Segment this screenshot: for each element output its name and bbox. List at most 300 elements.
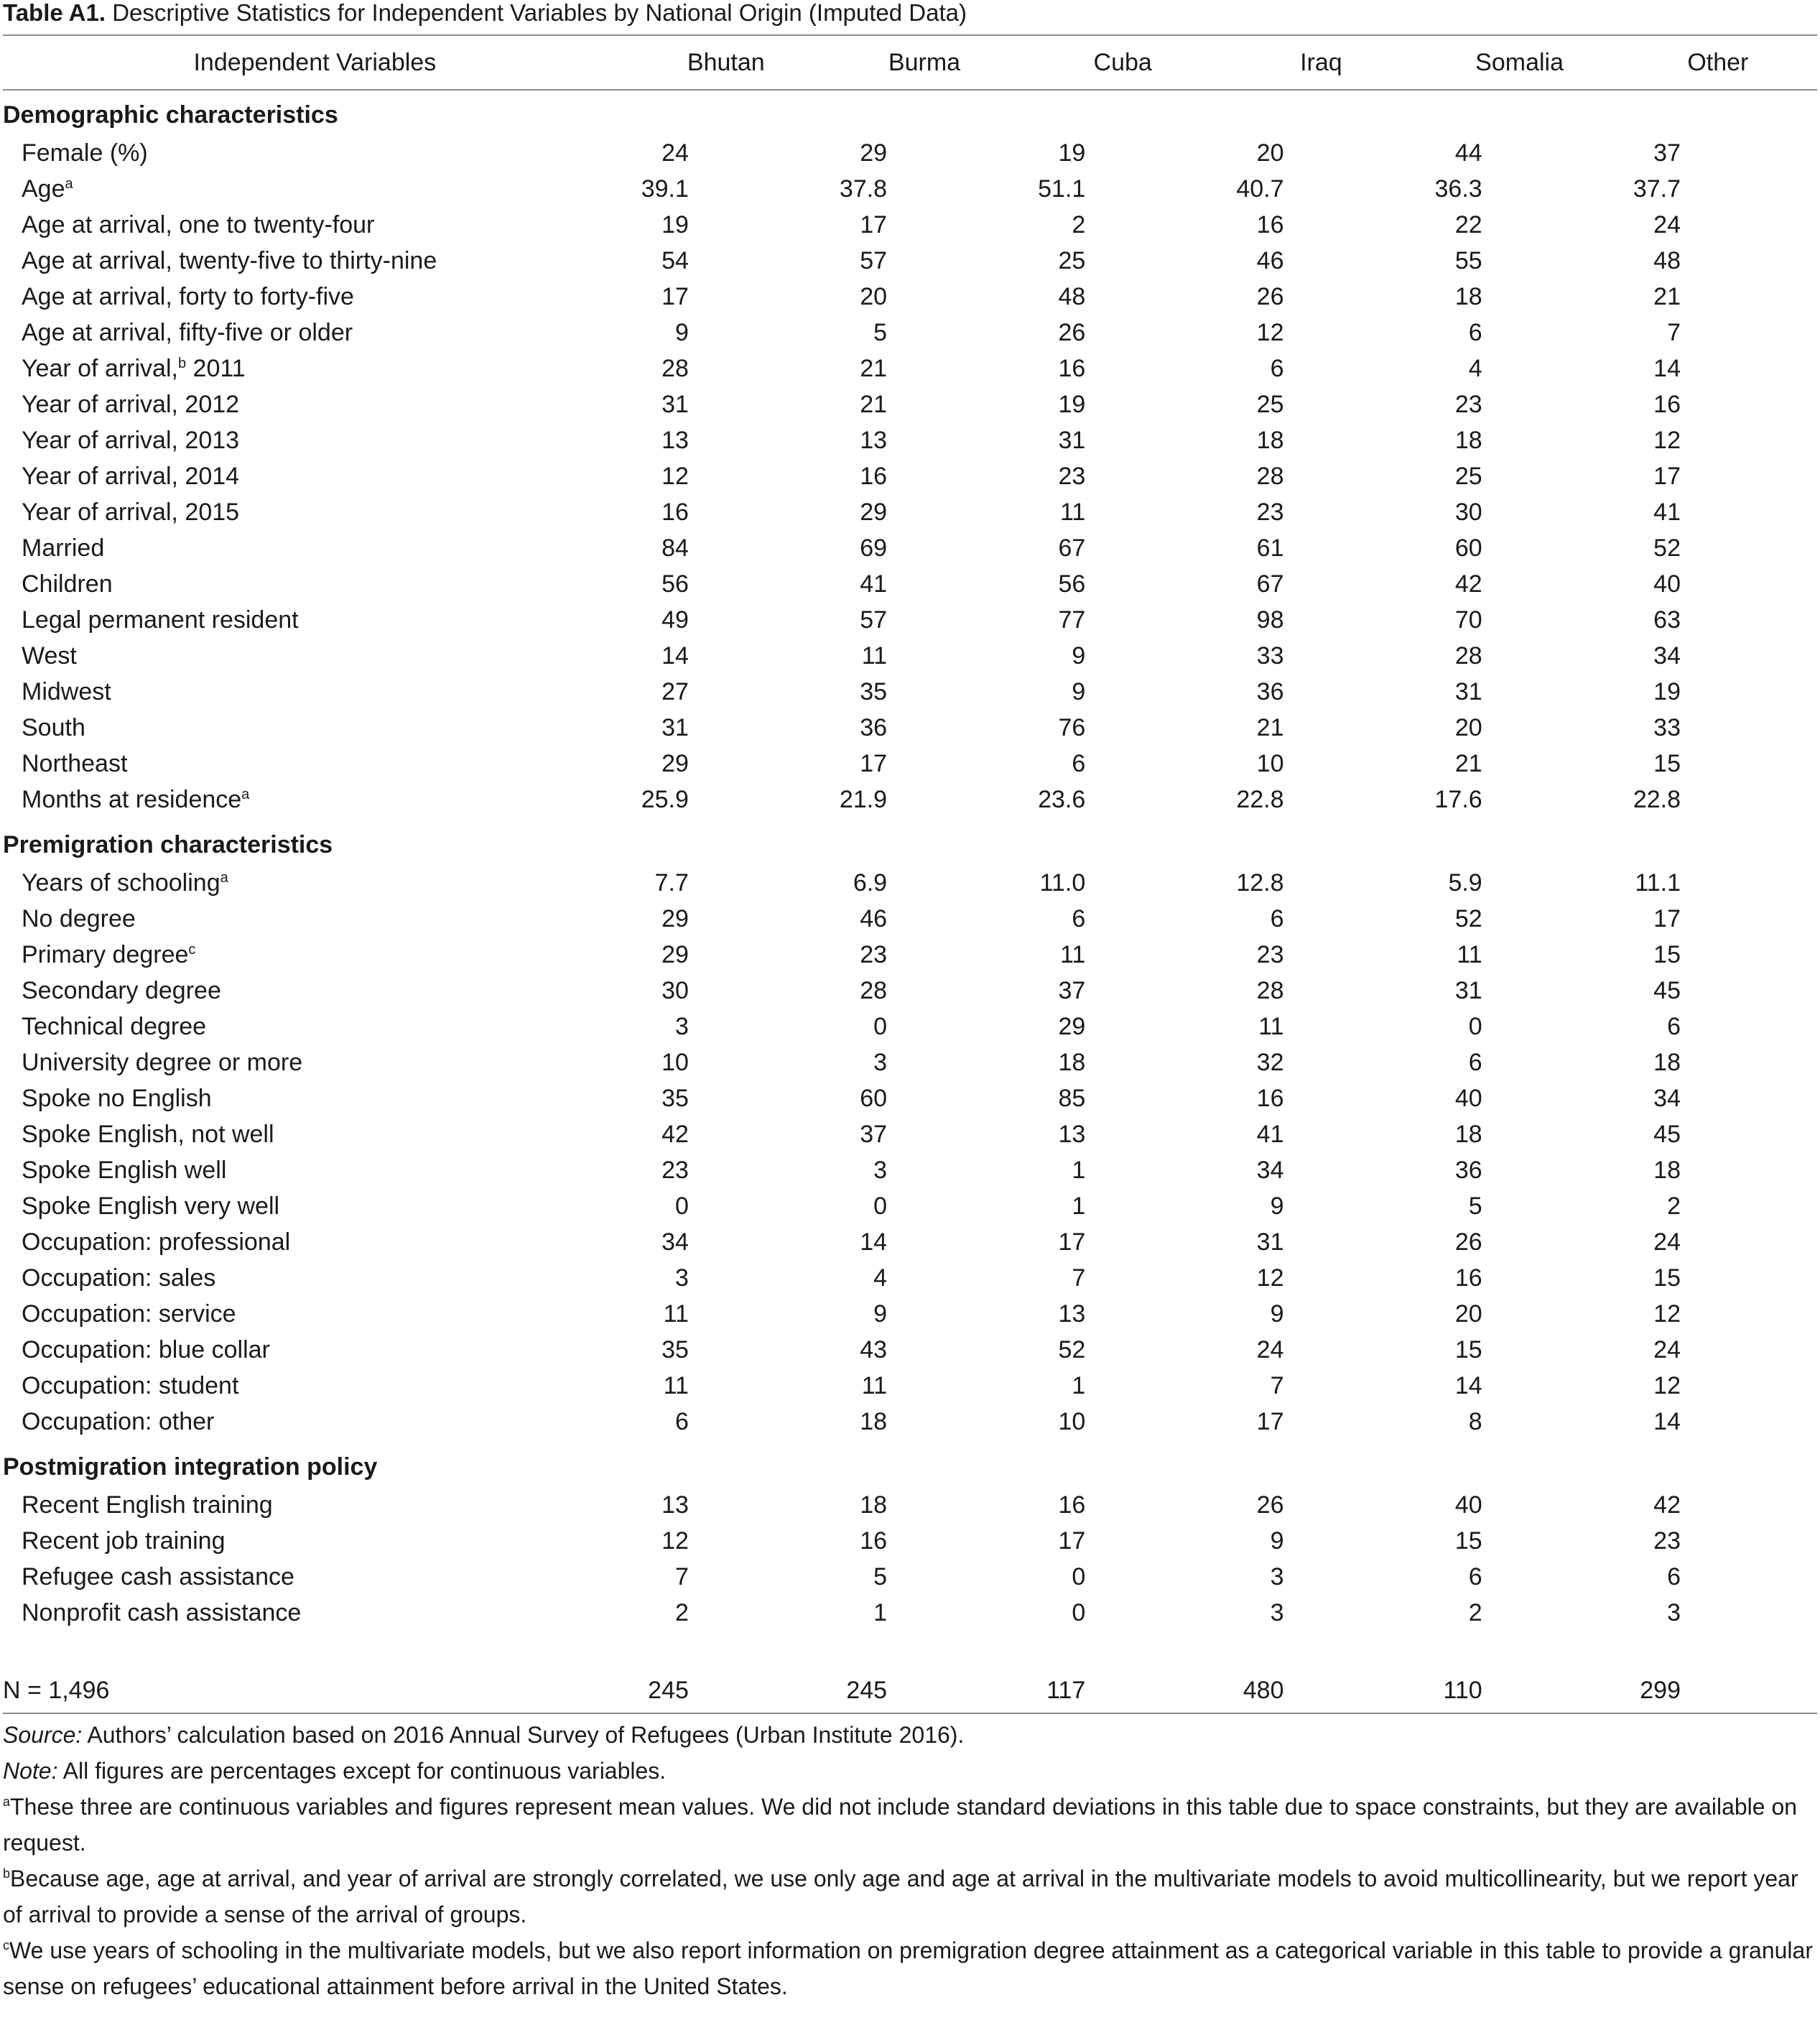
cell-bhutan: 28 [661, 354, 689, 382]
cell-iraq: 16 [1256, 210, 1284, 239]
cell-iraq: 20 [1256, 139, 1284, 167]
cell-somalia: 8 [1468, 1407, 1482, 1435]
cell-iraq: 17 [1256, 1407, 1284, 1435]
cell-bhutan: 29 [661, 940, 689, 968]
cell-cuba: 1 [1072, 1371, 1086, 1399]
cell-bhutan: 35 [661, 1084, 689, 1112]
cell-somalia: 0 [1468, 1012, 1482, 1040]
table-row [3, 1368, 1817, 1404]
source-note-lead: Source: [3, 1722, 83, 1748]
row-label [3, 602, 627, 638]
cell-other: 15 [1653, 1264, 1681, 1292]
cell-bhutan: 0 [674, 1192, 689, 1220]
row-label [3, 494, 627, 530]
row-label [3, 386, 627, 422]
cell-somalia: 6 [1468, 1562, 1482, 1590]
row-label-text: Year of arrival, 2012 [22, 390, 240, 418]
cell-other: 11.1 [1635, 869, 1681, 897]
table-row [3, 1009, 1817, 1045]
cell-bhutan: 16 [661, 498, 689, 526]
cell-iraq: 3 [1270, 1598, 1284, 1626]
cell-cuba: 56 [1058, 570, 1086, 598]
table-row [3, 602, 1817, 638]
table-caption-label: Table A1. [3, 0, 106, 26]
cell-somalia: 23 [1454, 390, 1482, 418]
table-row [3, 674, 1817, 710]
table-row [3, 422, 1817, 458]
cell-burma: 57 [860, 246, 888, 274]
cell-burma: 6.9 [853, 869, 888, 897]
table-row [3, 135, 1817, 171]
cell-cuba: 48 [1058, 282, 1086, 310]
cell-somalia: 40 [1454, 1084, 1482, 1112]
cell-other: 48 [1653, 246, 1681, 274]
table-row [3, 1332, 1817, 1368]
cell-burma: 21 [860, 390, 888, 418]
row-label-text: University degree or more [22, 1048, 303, 1076]
cell-cuba: 85 [1058, 1084, 1086, 1112]
row-label [3, 1559, 627, 1595]
section-header-row [3, 1440, 1817, 1487]
cell-bhutan: 49 [661, 606, 689, 634]
cell-somalia: 31 [1454, 976, 1482, 1004]
cell-somalia: 22 [1454, 210, 1482, 239]
cell-cuba: 17 [1058, 1527, 1086, 1555]
cell-somalia: 15 [1454, 1335, 1482, 1363]
cell-cuba: 9 [1072, 677, 1086, 705]
cell-cuba: 10 [1058, 1407, 1086, 1435]
cell-bhutan: 31 [661, 390, 689, 418]
cell-other: 17 [1653, 904, 1681, 932]
cell-cuba: 1 [1072, 1156, 1086, 1184]
cell-burma: 5 [873, 318, 888, 346]
cell-burma: 60 [860, 1084, 888, 1112]
cell-burma: 20 [860, 282, 888, 310]
cell-other: 2 [1667, 1192, 1681, 1220]
table-row [3, 494, 1817, 530]
row-label [3, 530, 627, 566]
cell-bhutan: 35 [661, 1335, 689, 1363]
cell-somalia: 5.9 [1448, 869, 1482, 897]
cell-iraq: 10 [1256, 749, 1284, 777]
table-row [3, 710, 1817, 746]
cell-iraq: 31 [1256, 1228, 1284, 1256]
source-note-text: Authors’ calculation based on 2016 Annual Survey of Refugees (Urban Institute 2016). [82, 1722, 965, 1748]
cell-iraq: 28 [1256, 976, 1284, 1004]
cell-burma: 3 [873, 1048, 888, 1076]
cell-bhutan: 30 [661, 976, 689, 1004]
cell-somalia: 18 [1454, 1120, 1482, 1148]
cell-other: 42 [1653, 1491, 1681, 1519]
row-label-text: Spoke English, not well [22, 1120, 274, 1148]
cell-cuba: 16 [1058, 354, 1086, 382]
cell-bhutan: 29 [661, 904, 689, 932]
cell-cuba: 23 [1058, 462, 1086, 490]
cell-cuba: 31 [1058, 426, 1086, 454]
cell-cuba: 11 [1060, 940, 1086, 968]
sample-size-row [3, 1668, 1817, 1713]
cell-somalia: 2 [1468, 1598, 1482, 1626]
cell-bhutan: 13 [661, 426, 689, 454]
cell-bhutan: 2 [674, 1598, 689, 1626]
cell-bhutan: 9 [674, 318, 689, 346]
row-label [3, 1332, 627, 1368]
cell-somalia: 52 [1454, 904, 1482, 932]
cell-burma: 11 [861, 642, 888, 670]
footnote-marker: a [65, 175, 73, 192]
row-label [3, 1487, 627, 1523]
cell-iraq: 12 [1256, 1264, 1284, 1292]
row-label-text: Age [22, 175, 65, 203]
footnote-a-text: These three are continuous variables and figures represent mean values. We did not include standard deviations in this table due to space constraints, but they are available on request. [3, 1794, 1798, 1856]
cell-other: 24 [1653, 210, 1681, 239]
cell-burma: 0 [873, 1192, 888, 1220]
cell-other: 6 [1667, 1562, 1681, 1590]
cell-burma: 69 [860, 534, 888, 562]
cell-somalia: 21 [1454, 749, 1482, 777]
cell-burma: 0 [873, 1012, 888, 1040]
cell-other: 15 [1653, 749, 1681, 777]
row-label-text: Year of arrival, 2014 [22, 462, 240, 490]
row-label-text: Occupation: professional [22, 1228, 291, 1256]
row-label [3, 1523, 627, 1559]
cell-bhutan: 12 [661, 1527, 689, 1555]
row-label-text: Occupation: sales [22, 1264, 216, 1292]
table-row [3, 746, 1817, 782]
cell-burma: 18 [860, 1407, 888, 1435]
cell-somalia: 18 [1454, 282, 1482, 310]
cell-iraq: 6 [1270, 904, 1284, 932]
table-row [3, 1152, 1817, 1188]
row-label-text: Years of schooling [22, 869, 220, 897]
cell-iraq: 21 [1256, 713, 1284, 741]
cell-burma: 37 [860, 1120, 888, 1148]
cell-iraq: 3 [1270, 1562, 1284, 1590]
cell-cuba: 19 [1058, 390, 1086, 418]
stats-table [3, 36, 1817, 1714]
row-label-text: Northeast [22, 749, 128, 777]
table-notes [3, 1717, 1817, 2004]
cell-somalia: 14 [1454, 1371, 1482, 1399]
row-label-text: Legal permanent resident [22, 606, 299, 634]
spacer-cell [3, 1631, 1817, 1668]
table-row [3, 1260, 1817, 1296]
cell-somalia: 20 [1454, 713, 1482, 741]
cell-burma: 13 [860, 426, 888, 454]
cell-burma: 14 [860, 1228, 888, 1256]
cell-cuba: 67 [1058, 534, 1086, 562]
cell-iraq: 46 [1256, 246, 1284, 274]
cell-other: 7 [1667, 318, 1681, 346]
cell-iraq: 12 [1256, 318, 1284, 346]
row-label-text: Refugee cash assistance [22, 1562, 294, 1590]
cell-bhutan: 25.9 [641, 785, 689, 813]
row-label-text: Technical degree [22, 1012, 207, 1040]
row-label-text: Recent job training [22, 1527, 226, 1555]
table-row [3, 1045, 1817, 1080]
column-header-iraq: Iraq [1222, 36, 1420, 90]
cell-burma: 43 [860, 1335, 888, 1363]
row-label-text: Secondary degree [22, 976, 221, 1004]
table-row [3, 279, 1817, 315]
cell-iraq: 28 [1256, 462, 1284, 490]
row-label [3, 1368, 627, 1404]
cell-other: 15 [1653, 940, 1681, 968]
cell-other: 63 [1653, 606, 1681, 634]
cell-bhutan: 12 [661, 462, 689, 490]
table-row [3, 1224, 1817, 1260]
cell-other: 34 [1653, 1084, 1681, 1112]
cell-burma: 1 [873, 1598, 888, 1626]
table-row [3, 1487, 1817, 1523]
cell-cuba: 11.0 [1039, 869, 1086, 897]
cell-cuba: 13 [1058, 1300, 1086, 1328]
cell-cuba: 2 [1072, 210, 1086, 239]
cell-somalia: 30 [1454, 498, 1482, 526]
cell-other: 22.8 [1633, 785, 1681, 813]
cell-bhutan: 39.1 [641, 175, 689, 203]
column-header-cuba: Cuba [1023, 36, 1222, 90]
cell-iraq: 24 [1256, 1335, 1284, 1363]
cell-bhutan: 31 [661, 713, 689, 741]
cell-iraq: 34 [1256, 1156, 1284, 1184]
cell-cuba: 29 [1058, 1012, 1086, 1040]
spacer-row [3, 1631, 1817, 1668]
table-row [3, 458, 1817, 494]
table-row [3, 638, 1817, 674]
row-label-text: Age at arrival, fifty-five or older [22, 318, 353, 346]
cell-burma: 4 [873, 1264, 888, 1292]
cell-burma: 11 [861, 1371, 888, 1399]
cell-burma: 29 [860, 498, 888, 526]
row-label [3, 782, 627, 818]
table-row [3, 1559, 1817, 1595]
cell-bhutan: 34 [661, 1228, 689, 1256]
row-label [3, 279, 627, 315]
cell-iraq: 12.8 [1236, 869, 1284, 897]
cell-iraq: 26 [1256, 282, 1284, 310]
row-label-suffix: 2011 [186, 354, 246, 382]
cell-bhutan: 54 [661, 246, 689, 274]
table-row [3, 1296, 1817, 1332]
cell-burma: 28 [860, 976, 888, 1004]
cell-iraq: 23 [1256, 940, 1284, 968]
table-row [3, 1080, 1817, 1116]
cell-cuba: 19 [1058, 139, 1086, 167]
cell-bhutan: 84 [661, 534, 689, 562]
source-note [3, 1717, 1817, 1753]
cell-bhutan: 3 [674, 1264, 689, 1292]
section-title-premigration-characteristics: Premigration characteristics [3, 830, 333, 858]
row-label [3, 1080, 627, 1116]
row-label-text: Spoke English very well [22, 1192, 280, 1220]
row-label-text: Occupation: blue collar [22, 1335, 270, 1363]
table-row [3, 530, 1817, 566]
cell-cuba: 76 [1058, 713, 1086, 741]
cell-cuba: 23.6 [1038, 785, 1086, 813]
cell-cuba: 52 [1058, 1335, 1086, 1363]
cell-somalia: 55 [1454, 246, 1482, 274]
cell-somalia: 6 [1468, 1048, 1482, 1076]
row-label-text: Female (%) [22, 139, 148, 167]
cell-cuba: 6 [1072, 904, 1086, 932]
cell-somalia: 5 [1468, 1192, 1482, 1220]
cell-iraq: 22.8 [1236, 785, 1284, 813]
cell-cuba: 17 [1058, 1228, 1086, 1256]
cell-other: 37.7 [1633, 175, 1681, 203]
cell-other: 40 [1653, 570, 1681, 598]
cell-somalia: 70 [1454, 606, 1482, 634]
table-row [3, 973, 1817, 1009]
table-row [3, 171, 1817, 207]
footnote-c-mark: c [3, 1938, 9, 1953]
row-label-text: No degree [22, 904, 136, 932]
cell-cuba: 9 [1072, 642, 1086, 670]
cell-iraq: 23 [1256, 498, 1284, 526]
row-label [3, 746, 627, 782]
cell-cuba: 51.1 [1038, 175, 1086, 203]
table-row [3, 865, 1817, 901]
table-row [3, 1523, 1817, 1559]
cell-cuba: 26 [1058, 318, 1086, 346]
table-row [3, 937, 1817, 973]
row-label-text: Age at arrival, one to twenty-four [22, 210, 375, 239]
cell-somalia: 18 [1454, 426, 1482, 454]
cell-somalia: 44 [1454, 139, 1482, 167]
cell-iraq: 40.7 [1236, 175, 1284, 203]
cell-other: 45 [1653, 976, 1681, 1004]
cell-iraq: 7 [1270, 1371, 1284, 1399]
table-row [3, 386, 1817, 422]
cell-somalia: 11 [1457, 940, 1482, 968]
cell-other: 12 [1653, 1371, 1681, 1399]
row-label [3, 458, 627, 494]
cell-iraq: 26 [1256, 1491, 1284, 1519]
footnote-b-text: Because age, age at arrival, and year of arrival are strongly correlated, we use only age and age at arrival in the multivariate models to avoid multicollinearity, but we report year of arrival to provide a sense of the arrival of groups. [3, 1866, 1798, 1927]
sample-size-other: 299 [1619, 1668, 1817, 1713]
cell-burma: 21.9 [839, 785, 888, 813]
row-label-text: Married [22, 534, 105, 562]
row-label [3, 1045, 627, 1080]
cell-iraq: 41 [1256, 1120, 1284, 1148]
row-label-text: Year of arrival, 2013 [22, 426, 240, 454]
row-label [3, 865, 627, 901]
sample-size-burma: 245 [825, 1668, 1023, 1713]
cell-burma: 41 [860, 570, 888, 598]
general-note-lead: Note: [3, 1758, 58, 1784]
table-caption-text: Descriptive Statistics for Independent Variables by National Origin (Imputed Data) [106, 0, 967, 26]
table-row [3, 566, 1817, 602]
row-label [3, 171, 627, 207]
sample-size-iraq: 480 [1222, 1668, 1420, 1713]
cell-bhutan: 23 [661, 1156, 689, 1184]
row-label [3, 638, 627, 674]
cell-burma: 9 [873, 1300, 888, 1328]
cell-burma: 16 [860, 1527, 888, 1555]
row-label-text: Nonprofit cash assistance [22, 1598, 302, 1626]
cell-burma: 21 [860, 354, 888, 382]
footnote-c-text: We use years of schooling in the multivariate models, but we also report information on premigration degree attainment as a categorical variable in this table to provide a granular sense on refugees’ educational attainment before arrival in the United States. [3, 1937, 1813, 1999]
cell-other: 21 [1653, 282, 1681, 310]
cell-other: 41 [1653, 498, 1681, 526]
table-header-row [3, 36, 1817, 90]
cell-burma: 36 [860, 713, 888, 741]
cell-bhutan: 10 [661, 1048, 689, 1076]
cell-cuba: 0 [1072, 1598, 1086, 1626]
cell-somalia: 25 [1454, 462, 1482, 490]
cell-somalia: 4 [1468, 354, 1482, 382]
footnote-marker: a [241, 786, 250, 802]
general-note [3, 1753, 1817, 1789]
cell-cuba: 18 [1058, 1048, 1086, 1076]
cell-other: 14 [1653, 354, 1681, 382]
row-label [3, 901, 627, 937]
row-label-text: South [22, 713, 85, 741]
row-label [3, 207, 627, 243]
footnote-a [3, 1789, 1817, 1861]
footnote-b [3, 1861, 1817, 1932]
cell-burma: 29 [860, 139, 888, 167]
sample-size-somalia: 110 [1421, 1668, 1619, 1713]
cell-burma: 23 [860, 940, 888, 968]
cell-iraq: 16 [1256, 1084, 1284, 1112]
cell-somalia: 20 [1454, 1300, 1482, 1328]
cell-bhutan: 27 [661, 677, 689, 705]
cell-iraq: 9 [1270, 1192, 1284, 1220]
row-label-text: Children [22, 570, 113, 598]
cell-bhutan: 3 [674, 1012, 689, 1040]
row-label-text: Occupation: student [22, 1371, 239, 1399]
cell-iraq: 67 [1256, 570, 1284, 598]
cell-other: 23 [1653, 1527, 1681, 1555]
cell-other: 24 [1653, 1335, 1681, 1363]
cell-somalia: 28 [1454, 642, 1482, 670]
cell-somalia: 6 [1468, 318, 1482, 346]
cell-bhutan: 14 [661, 642, 689, 670]
row-label [3, 315, 627, 351]
table-row [3, 1188, 1817, 1224]
cell-bhutan: 19 [661, 210, 689, 239]
cell-burma: 17 [860, 210, 888, 239]
table-row [3, 1404, 1817, 1440]
row-label [3, 1152, 627, 1188]
column-header-variables: Independent Variables [3, 36, 627, 90]
cell-bhutan: 24 [661, 139, 689, 167]
cell-bhutan: 17 [661, 282, 689, 310]
cell-bhutan: 42 [661, 1120, 689, 1148]
row-label-text: Occupation: other [22, 1407, 215, 1435]
cell-burma: 18 [860, 1491, 888, 1519]
cell-cuba: 37 [1058, 976, 1086, 1004]
cell-somalia: 36 [1454, 1156, 1482, 1184]
cell-other: 12 [1653, 1300, 1681, 1328]
row-label [3, 710, 627, 746]
column-header-somalia: Somalia [1421, 36, 1619, 90]
cell-somalia: 26 [1454, 1228, 1482, 1256]
footnote-b-mark: b [3, 1866, 11, 1881]
row-label [3, 1296, 627, 1332]
cell-somalia: 60 [1454, 534, 1482, 562]
column-header-other: Other [1619, 36, 1817, 90]
table-row [3, 351, 1817, 386]
section-title-demographic-characteristics: Demographic characteristics [3, 101, 338, 129]
cell-other: 34 [1653, 642, 1681, 670]
row-label-text: Spoke English well [22, 1156, 227, 1184]
cell-other: 16 [1653, 390, 1681, 418]
row-label [3, 973, 627, 1009]
cell-other: 3 [1667, 1598, 1681, 1626]
row-label [3, 1224, 627, 1260]
